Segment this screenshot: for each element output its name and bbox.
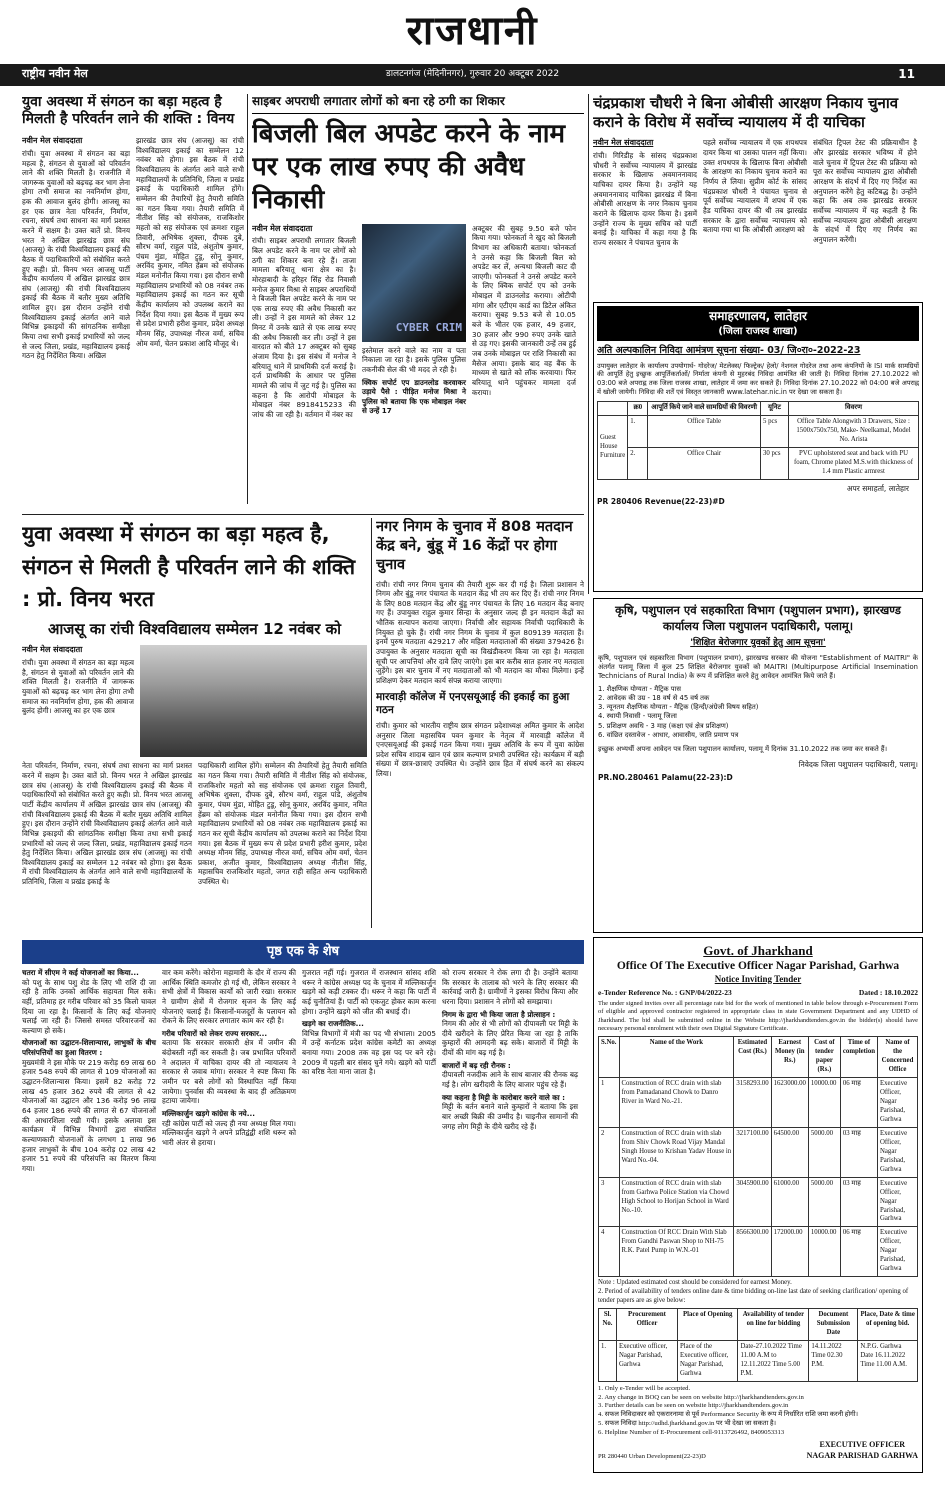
story-text: रांची। साइबर अपराधी लगातार बिजली बिल अपडेट करने के नाम पर लोगों को ठगी का शिकार बना रहे हैं। ताजा मामला बरियातू थाना क्षेत्र का है। मोरहाबादी के हरिहर सिंह रोड निवासी मनोज कुमार मिश्रा से साइबर अपराधियों ने बिजली बिल अपडेट करने के नाम पर एक लाख रुपए की अवैध निकासी कर ली। उन्हों ने इस मामले को लेकर 12 मिनट में उनके खाते से एक लाख रुपए की अवैध निकासी कर ली। उन्हों ने इस वारदात को बीते 17 अक्टूबर को सुबह अंजाम दिया है। इस संबंध में मनोज ने बरियातू थाने में प्राथमिकी दर्ज कराई है। दर्ज प्राथमिकी के आधार पर पुलिस मामले की जांच में जुट गई है। पुलिस का कहना है कि आरोपी मोबाइल के मोबाइल नंबर 8918415233 की जांच की जा रही है। वर्तमान में नंबर का bbox=[252, 236, 356, 419]
story-election-booths bbox=[376, 518, 584, 938]
story-text: रांची। युवा अवस्था में संगठन का बड़ा महत्व है, संगठन से युवाओं को परिवर्तन लाने की शक्ति मिलती है। राजनीति में जागरूक युवाओं को बढ़चढ़ कर भाग लेना होगा तभी समाज का नवनिर्माण होगा, हक की आवाज बुलंद होगी। आजसू का हर एक छात्र नेता परिवर्तन, निर्माण, रचना, संघर्ष तथा साधना का मार्ग प्रशस्त करने में सक्षम है। उक्त बातें प्रो. विनय भरत ने अखिल झारखंड छात्र संघ (आजसू) के रांची विश्वविद्यालय इकाई की बैठक में पदाधिकारियों को संबोधित करते हुए कही। प्रो. विनय भरत आजसू पार्टी केंद्रीय कार्यालय में अखिल झारखंड छात्र संघ (आजसू) की रांची विश्वविद्यालय इकाई की बैठक में बतौर मुख्य अतिथि शामिल हुए। इस दौरान उन्होंने रांची विश्वविद्यालय इकाई अंतर्गत आने वाले विभिन्न इकाइयों की सांगठनिक समीक्षा किया तथा सभी इकाई प्रभारियों को जल्द से जल्द जिला, प्रखंड, महाविद्यालय इकाई गठन हेतु निर्देशित किया। अखिल bbox=[22, 148, 130, 361]
ad-note: Note : Updated estimated cost should be considered for earnest Money. bbox=[598, 1279, 792, 1287]
story-text: को पशु के साथ पशु शेड के लिए भी राशि दी जा रही है ताकि उनको आर्थिक सहायता मिल सके। वहीं, प्रतिमाह हर गरीब परिवार को 35 किलो चावल दिया जा रहा है। किसानों के लिए कई योजनाएं चलाई जा रही हैं। जिससे समस्त परिवारजनों का कल्याण हो सके। bbox=[22, 977, 156, 1035]
story-text: रांची। कुमार को भारतीय राष्ट्रीय छात्र संगठन प्रदेशाध्यक्ष अमित कुमार के आदेश अनुसार जिला महासचिव पवन कुमार के नेतृत्व में मारवाड़ी कॉलेज में एनएसयूआई की इकाई गठन किया गया। मुख्य अतिथि के रूप में युवा कांग्रेस प्रदेश सचिव शादाब खान एवं छात्र कल्याण प्रभारी उपस्थित रहे। कार्यक्रम में बड़ी संख्या में छात्र-छात्राएं उपस्थित थे। उन्होंने छात्र हित में संघर्ष करने का संकल्प लिया। bbox=[376, 720, 584, 779]
table-cell: Construction Of RCC Drain With Slab From Gandhi Paswan Shop to NH-75 R.K. Patel Pump in W.N.-01 bbox=[619, 1227, 734, 1277]
table-header: विवरण bbox=[789, 401, 919, 415]
table-cell: 3158293.00 bbox=[734, 1077, 771, 1127]
story-text: नेता परिवर्तन, निर्माण, रचना, संघर्ष तथा साधना का मार्ग प्रशस्त करने में सक्षम है। उक्त बातें प्रो. विनय भरत ने अखिल झारखंड छात्र संघ (आजसू) के रांची विश्वविद्यालय इकाई की बैठक में पदाधिकारियों को संबोधित करते हुए कही। प्रो. विनय भरत आजसू पार्टी केंद्रीय कार्यालय में अखिल झारखंड छात्र संघ (आजसू) की रांची विश्वविद्यालय इकाई की बैठक में बतौर मुख्य अतिथि शामिल हुए। इस दौरान उन्होंने रांची विश्वविद्यालय इकाई अंतर्गत आने वाले विभिन्न इकाइयों की सांगठनिक समीक्षा किया तथा सभी इकाई प्रभारियों को जल्द से जल्द जिला, प्रखंड, महाविद्यालय इकाई गठन हेतु निर्देशित किया। अखिल झारखंड छात्र संघ (आजसू) का रांची विश्वविद्यालय इकाई का सम्मेलन 12 नवंबर को होगा। इस बैठक में रांची विश्वविद्यालय के अंतर्गत आने वाले सभी महाविद्यालयों के प्रतिनिधि, जिला व प्रखंड इकाई के bbox=[22, 761, 192, 887]
ad-note: 2. Any change in BOQ can be seen on website http://jharkhandtenders.gov.in bbox=[598, 1393, 804, 1401]
ad-intro: The under signed invites over all percentage rate bid for the work of mentioned in table below through e-Procurement Form of eligible and approved contractor registered in appropriate class in state Government Department and any UDHD of Jharkhand. The bid shall be submitted online in the Website http://jharkhandtenders.gov.in the bidder(s) should have necessary personal enrolment with their own Digital Signature Certificate. bbox=[598, 1000, 918, 1032]
story-obc-petition bbox=[593, 94, 923, 299]
ad-table bbox=[597, 401, 919, 480]
story-text: दीपावली नजदीक आने के साथ बाजार की रौनक बढ़ गई है। लोग खरीदारी के लिए बाजार पहुंच रहे हैं। bbox=[442, 1070, 578, 1090]
ad-item: 6. वांछित दस्तावेज - आधार, आवासीय, जाति प्रमाण पत्र bbox=[598, 730, 739, 739]
table-header: Name of the Work bbox=[619, 1037, 734, 1078]
table-cell: 3 bbox=[599, 1177, 620, 1227]
ad-sign: अपर समाहर्ता, लातेहार bbox=[846, 483, 909, 493]
banner-label: पृष्ठ एक के शेष bbox=[266, 944, 340, 959]
palamu-maitri-ad bbox=[593, 598, 923, 933]
ad-item: 5. प्रशिक्षण अवधि - 3 माह (कक्षा एवं क्षेत्र प्रशिक्षण) bbox=[598, 721, 729, 730]
divider bbox=[247, 94, 248, 504]
ad-pr: PR 280440 Urban Development(22-23)D bbox=[598, 1452, 706, 1460]
table-cell: Date-27.10.2022 Time 11.00 A.M to 12.11.2022 Time 5.00 P.M. bbox=[738, 1341, 809, 1382]
story-subhead: निगम के द्वारा भी किया जाता है प्रोत्साहन : bbox=[442, 1009, 556, 1019]
table-cell: 06 माह bbox=[840, 1227, 877, 1277]
ad-title: कृषि, पशुपालन एवं सहकारिता विभाग (पशुपालन प्रभाग), झारखण्ड कार्यालय जिला पशुपालन पदाधिकारी, पलामू। bbox=[615, 603, 901, 633]
story-text: गुजरात नहीं गई। गुजरात में राजस्थान सांसद शशि थरूर ने कांग्रेस अध्यक्ष पद के चुनाव में मल्लिकार्जुन खड़गे को कड़ी टक्कर दी। थरूर ने कहा कि पार्टी में कई चुनौतियां हैं। पार्टी को एकजुट होकर काम करना होगा। उन्होंने खड़गे को जीत की बधाई दी। bbox=[302, 968, 436, 1016]
table-cell: Construction of RCC drain with slab from Pamadanand Chowk to Danro River in Ward No.-21. bbox=[619, 1077, 734, 1127]
ad-note: 5. सफल निविदा http://udhd.jharkhand.gov.in पर भी देखा जा सकता है। bbox=[598, 1419, 777, 1427]
story-subhead: गरीब परिवारों को लेकर राज्य सरकार... bbox=[162, 1028, 268, 1038]
story-text: मिट्टी के बर्तन बनाने वाले कुम्हारों ने बताया कि इस बार अच्छी बिक्री की उम्मीद है। चाइनीज सामानों की जगह लोग मिट्टी के दीये खरीद रहे हैं। bbox=[442, 1102, 578, 1131]
table-header: S.No. bbox=[599, 1037, 620, 1078]
table-header: Name of the Concerned Office bbox=[878, 1037, 918, 1078]
story-text: रांची। गिरिडीह के सांसद चंद्रप्रकाश चौधरी ने सर्वोच्च न्यायालय में झारखंड सरकार के खिलाफ अवमाननावाद याचिका दायर किया है। उन्होंने यह अवमाननावाद याचिका झारखंड में बिना ओबीसी आरक्षण के नगर निकाय चुनाव कराने के खिलाफ दायर किया है। इसमें उन्होंने राज्य के मुख्य सचिव को पार्टी बनाई है। याचिका में कहा गया है कि राज्य सरकार ने पंचायत चुनाव के bbox=[593, 151, 697, 247]
ad-note: 1. Only e-Tender will be accepted. bbox=[598, 1384, 691, 1392]
table-header: Estimated Cost (Rs.) bbox=[734, 1037, 771, 1078]
table-header: Procurement Officer bbox=[617, 1309, 678, 1341]
ad-item: 1. शैक्षणिक योग्यता - मैट्रिक पास bbox=[598, 685, 682, 694]
table-cell: Office Table bbox=[648, 415, 761, 447]
story-subhead: मारवाड़ी कॉलेज में एनएसयूआई की इकाई का हुआ गठन bbox=[376, 690, 570, 717]
table-cell: 1. bbox=[599, 1341, 617, 1382]
story-subhead: क्विक सपोर्ट एप डाउनलोड करवाकर उड़ाये पैसे : पीड़ित मनोज मिश्रा ने पुलिस को बताया कि एक मोबाइल नंबर से उन्हें 17 bbox=[362, 377, 466, 416]
table-cell: PVC upholstered seat and back with PU foam, Chrome plated M.S.with thickness of 1.4 mm Plastic armrest bbox=[789, 447, 919, 479]
table-cell: 1. bbox=[628, 415, 648, 447]
table-cell: Place of the Executive officer, Nagar Parishad, Garhwa bbox=[677, 1341, 738, 1382]
cyber-crime-photo bbox=[362, 224, 466, 342]
table-cell: 2. bbox=[628, 447, 648, 479]
ad-ref: e-Tender Reference No. : GNP/04/2022-23 bbox=[598, 988, 732, 998]
ad-item: 4. स्थायी निवासी - पलामू जिला bbox=[598, 712, 677, 721]
table-cell: 3045900.00 bbox=[734, 1177, 771, 1227]
masthead bbox=[0, 0, 945, 64]
table-group: Guest House Furniture bbox=[598, 415, 628, 479]
latehar-tender-ad bbox=[593, 302, 923, 592]
table-cell: 14.11.2022 Time 02.30 P.M. bbox=[809, 1341, 858, 1382]
table-header: Cost of tender paper (Rs.) bbox=[808, 1037, 840, 1078]
table-header: Time of completion bbox=[840, 1037, 877, 1078]
divider bbox=[371, 518, 372, 928]
ad-sub: 'शिक्षित बेरोजगार युवकों हेतु आम सूचना' bbox=[690, 638, 826, 649]
story-subhead: चतरा में सीएम ने कई योजनाओं का किया... bbox=[22, 968, 139, 977]
story-vinay-top bbox=[22, 94, 244, 514]
story-text: निगम की ओर से भी लोगों को दीपावली पर मिट्टी के दीये खरीदने के लिए प्रेरित किया जा रहा है ताकि कुम्हारों की आमदनी बढ़ सके। बाजारों में मिट्टी के दीयों की मांग बढ़ गई है। bbox=[442, 1019, 578, 1058]
ad-date: Dated : 18.10.2022 bbox=[858, 988, 918, 998]
story-text: को राज्य सरकार ने रोक लगा दी है। उन्होंने बताया कि सरकार के तालाब को भरने के लिए सरकार की कार्रवाई जारी है। ग्रामीणों ने इसका विरोध किया और धरना दिया। प्रशासन ने लोगों को समझाया। bbox=[442, 968, 578, 1006]
table-cell: 2 bbox=[599, 1127, 620, 1177]
ad-sub: (जिला राजस्व शाखा) bbox=[597, 325, 919, 341]
table-header: Sl. No. bbox=[599, 1309, 617, 1341]
table-cell: 4 bbox=[599, 1227, 620, 1277]
garhwa-tender-ad bbox=[593, 937, 923, 1473]
masthead-title: राजधानी bbox=[406, 7, 539, 54]
story-text: विभिन्न विभागों में मंत्री का पद भी संभाला। 2005 में उन्हें कर्नाटक प्रदेश कांग्रेस कमेटी का अध्यक्ष बनाया गया। 2008 तक वह इस पद पर बने रहे। 2009 में पहली बार संसद चुने गये। खड़गे को पार्टी का वरिष्ठ नेता माना जाता है। bbox=[302, 1028, 436, 1077]
story-text: संबंधित ट्रिपल टेस्ट की प्रक्रियाधीन है और झारखंड सरकार भविष्य में होने वाले चुनाव में ट्रिपल टेस्ट की प्रक्रिया को पूरा कर सर्वोच्च न्यायालय द्वारा ओबीसी आरक्षण के संदर्भ में दिए गए निर्देश का अनुपालन करेंगे हेतु कटिबद्ध है। उन्होंने कहा कि अब तक झारखंड सरकार सर्वोच्च न्यायालय में यह कहती है कि सर्वोच्च न्यायालय द्वारा ओबीसी आरक्षण के संदर्भ में दिए गए निर्णय का अनुपालन करेंगी। bbox=[813, 138, 917, 244]
table-header: Place of Opening bbox=[677, 1309, 738, 1341]
story-text: बताया कि सरकार सरकारी क्षेत्र में जमीन की बंदोबस्ती नहीं कर सकती है। जब प्रभावित परिवारों ने अदालत में याचिका दायर की तो न्यायालय ने सरकार से जवाब मांगा। सरकार ने स्पष्ट किया कि जमीन पर बसे लोगों को विस्थापित नहीं किया जायेगा। पुनर्वास की व्यवस्था के बाद ही अतिक्रमण हटाया जायेगा। bbox=[162, 1038, 296, 1106]
story-headline: चंद्रप्रकाश चौधरी ने बिना ओबीसी आरक्षण निकाय चुनाव कराने के विरोध में सर्वोच्च न्यायालय में दी याचिका bbox=[593, 94, 899, 132]
story-text: रांची। युवा अवस्था में संगठन का बड़ा महत्व है, संगठन से युवाओं को परिवर्तन लाने की शक्ति मिलती है। राजनीति में जागरूक युवाओं को बढ़चढ़ कर भाग लेना होगा तभी समाज का नवनिर्माण होगा, हक की आवाज बुलंद होगी। आजसू का हर एक छात्र bbox=[22, 657, 134, 716]
table-cell: Construction of RCC drain with slab from Garhwa Police Station via Chowd High School to Horijan School in Ward No.-10. bbox=[619, 1177, 734, 1227]
story-subhead: आजसू का रांची विश्वविद्यालय सम्मेलन 12 नवंबर को bbox=[47, 619, 342, 638]
ad-item: 2. आवेदक की उम्र - 18 वर्ष से 45 वर्ष तक bbox=[598, 694, 710, 703]
story-text: रही कांग्रेस पार्टी को जल्द ही नया अध्यक्ष मिल गया। मल्लिकार्जुन खड़गे ने अपने प्रतिद्वंद्वी शशि थरूर को भारी अंतर से हराया। bbox=[162, 1118, 296, 1147]
tender-table bbox=[598, 1036, 918, 1277]
ad-footer: इच्छुक अभ्यर्थी अपना आवेदन पत्र जिला पशुपालन कार्यालय, पलामू में दिनांक 31.10.2022 तक जमा कर सकते हैं। bbox=[598, 744, 888, 753]
table-cell: Executive Officer, Nagar Parishad, Garhwa bbox=[878, 1177, 918, 1227]
table-cell: Executive Officer, Nagar Parishad, Garhwa bbox=[878, 1127, 918, 1177]
issue-date: डालटनगंज (मेदिनीनगर), गुरुवार 20 अक्टूबर 2022 bbox=[385, 69, 560, 79]
table-row bbox=[599, 1341, 918, 1382]
story-text: पहले सर्वोच्च न्यायालय में एक शपथपत्र दायर किया था उसका पालन नहीं किया। उक्त शपथपत्र के खिलाफ बिना ओबीसी के आरक्षण का निकाय चुनाव कराने का निर्णय ले लिया। सुप्रीम कोर्ट के सांसद चंद्रप्रकाश चौधरी ने पंचायत चुनाव से पूर्व सर्वोच्च न्यायालय में शपथ में एक हैड याचिका दायर की थी तब झारखंड सरकार के द्वारा सर्वोच्च न्यायालय को बताया गया था कि ओबीसी आरक्षण को bbox=[703, 138, 807, 235]
story-headline: युवा अवस्था में संगठन का बड़ा महत्व है मिलती है परिवर्तन लाने की शक्ति : विनय bbox=[22, 94, 235, 128]
table-header: Place, Date & time of opening bid. bbox=[858, 1309, 918, 1341]
ad-ref: PR 280406 Revenue(22-23)#D bbox=[597, 496, 725, 506]
story-subhead: मल्लिकार्जुन खड़गे कांग्रेस के नये... bbox=[162, 1108, 255, 1118]
ad-sign: EXECUTIVE OFFICER bbox=[819, 1440, 906, 1450]
table-header: यूनिट bbox=[761, 401, 789, 415]
byline: नवीन मेल संवाददाता bbox=[22, 645, 83, 655]
section-label: राष्ट्रीय नवीन मेल bbox=[22, 67, 88, 80]
table-row bbox=[599, 1227, 918, 1277]
table-header: आपूर्ति किये जाने वाले सामग्रियों की विवरणी bbox=[648, 401, 761, 415]
table-cell: Executive Officer, Nagar Parishad, Garhwa bbox=[878, 1077, 918, 1127]
ad-sign: NAGAR PARISHAD GARHWA bbox=[806, 1450, 918, 1460]
table-cell: 5 pcs bbox=[761, 415, 789, 447]
table-cell: 03 माह bbox=[840, 1177, 877, 1227]
story-headline: युवा अवस्था में संगठन का बड़ा महत्व है, संगठन से मिलती है परिवर्तन लाने की शक्ति : प्रो. विनय भरत bbox=[22, 522, 356, 612]
ad-body: कृषि, पशुपालन एवं सहकारिता विभाग (पशुपालन प्रभाग), झारखण्ड सरकार की योजना "Establishment of MAITRI" के अंतर्गत पलामू जिला में कुल 25 शिक्षित बेरोजगार युवकों को MAITRI (Multipurpose Artificial Insemination Technicians of Rural India) के रूप में प्रशिक्षित करने हेतु आवेदन आमंत्रित किये जाते हैं। bbox=[598, 653, 918, 681]
ad-office: Office Of The Executive Officer Nagar Parishad, Garhwa bbox=[616, 960, 900, 973]
ad-body: उपायुक्त लातेहार के कार्यालय उपयोगार्थ- गोदरेज/ मेटलेक्स/ फिल्ट्रेक/ हेलो/ नेशनल गोदरेज तथा अन्य कंपनियों के ISI मार्क सामग्रियों की आपूर्ति हेतु इच्छुक आपूर्तिकर्ताओं/ निर्माता कंपनी से मुहरबंद निविदा आमंत्रित की जाती है। निविदा दिनांक 27.10.2022 को 03:00 बजे अपराह्न तक जिला राजस्व शाखा, लातेहार में जमा कर सकते हैं। निविदा दिनांक 27.10.2022 को 04:00 बजे अपराह्न में खोली जायेगी। निविदा की शर्तें एवं विस्तृत जानकारी www.latehar.nic.in पर देखा जा सकता है। bbox=[597, 361, 919, 397]
table-cell: 3217100.00 bbox=[734, 1127, 771, 1177]
ad-title: अति अल्पकालिन निविदा आमंत्रण सूचना संख्या- 03/ जि०रा०-2022-23 bbox=[597, 345, 861, 357]
story-subhead: खड़गे का राजनीतिक... bbox=[302, 1019, 364, 1029]
table-cell: 5000.00 bbox=[808, 1127, 840, 1177]
story-text: रांची। रांची नगर निगम चुनाव की तैयारी शुरू कर दी गई है। जिला प्रशासन ने निगम और बुंडू नगर पंचायत के मतदान केंद्र भी तय कर दिए हैं। रांची नगर निगम के लिए 808 मतदान केंद्र और बुंडू नगर पंचायत के लिए 16 मतदान केंद्र बनाए गए हैं। उपायुक्त राहुल कुमार सिन्हा के अनुसार जल्द ही इन मतदान केंद्रों का भौतिक सत्यापन कराया जाएगा। निर्वाची और सहायक निर्वाची पदाधिकारी के नियुक्त हो चुके हैं। रांची नगर निगम के चुनाव में कुल 809139 मतदाता हैं। इनमें पुरुष मतदाता 429217 और महिला मतदाताओं की संख्या 379426 है। उपायुक्त के अनुसार मतदाता सूची का विखंडीकरण किया जा रहा है। मतदाता सूची पर आपत्तियां और दावे लिए जाएंगे। इस बार करीब सात हजार नए मतदाता जुड़ेंगे। इस बार चुनाव में नए मतदाताओं को भी मतदान का मौका मिलेगा। इन्हें प्रशिक्षण देकर मतदान कार्य संपन्न कराया जाएगा। bbox=[376, 579, 584, 685]
byline: नवीन मेल संवाददाता bbox=[22, 136, 83, 146]
table-cell: 172000.00 bbox=[771, 1227, 808, 1277]
ad-ref: PR.NO.280461 Palamu(22-23):D bbox=[598, 772, 733, 782]
table-cell: 1 bbox=[599, 1077, 620, 1127]
ad-org: समाहरणालय, लातेहार bbox=[597, 306, 919, 325]
table-row bbox=[598, 447, 919, 479]
table-cell: 61000.00 bbox=[771, 1177, 808, 1227]
story-text: इस्तेमाल करने वाले का नाम व पता निकाला जा रहा है। इसके पुलिस पुलिस तकनीकी सेल की भी मदद ले रही है। bbox=[362, 345, 466, 374]
story-text: मुख्यमंत्री ने इस मौके पर 219 करोड़ 69 लाख 60 हजार 548 रुपये की लागत से 109 योजनाओं का उद्घाटन-शिलान्यास किया। इसमें 82 करोड़ 72 लाख 45 हजार 362 रुपये की लागत से 42 योजनाओं का उद्घाटन और 136 करोड़ 96 लाख 64 हजार 186 रुपये की लागत से 67 योजनाओं की आधारशिला रखी गयी। इसके अलावा इस कार्यक्रम में विभिन्न विभागों द्वारा संचालित कल्याणकारी योजनाओं के लगभग 1 लाख 96 हजार लाभुकों के बीच 104 करोड़ 02 लाख 42 हजार 51 रुपये की परिसंपत्ति का वितरण किया गया। bbox=[22, 1057, 156, 1173]
story-cyber-fraud bbox=[252, 94, 584, 514]
table-row bbox=[599, 1177, 918, 1227]
ad-note: 4. सफल निविदाकार को एकरारनामा से पूर्व Performance Security के रूप में निर्धारित राशि जमा करनी होगी। bbox=[598, 1411, 859, 1419]
ad-sign: निवेदक जिला पशुपालन पदाधिकारी, पलामू। bbox=[798, 759, 918, 769]
ad-note: 3. Further details can be seen on website http://jharkhandtenders.gov.in bbox=[598, 1402, 789, 1410]
schedule-table bbox=[598, 1308, 918, 1382]
table-cell: 5000.00 bbox=[808, 1177, 840, 1227]
story-kicker: साइबर अपराधी लगातार लोगों को बना रहे ठगी का शिकार bbox=[252, 94, 584, 114]
ad-govt: Govt. of Jharkhand bbox=[703, 943, 813, 958]
table-cell: Executive Officer, Nagar Parishad, Garhwa bbox=[878, 1227, 918, 1277]
story-subhead: क्या कहना है मिट्टी के कारोबार करने वाले का : bbox=[442, 1092, 565, 1102]
story-text: पदाधिकारी शामिल होंगे। सम्मेलन की तैयारियों हेतु तैयारी समिति का गठन किया गया। तैयारी समिति में नीतीश सिंह को संयोजक, राजकिशोर महतो को सह संयोजक एवं क्रमशः राहुल तिवारी, अभिषेक शुक्ला, दीपक दुबे, सौरभ वर्मा, राहुल पांडे, अंशुतोष कुमार, पंचम मुंडा, मोहित टुडू, सोनू कुमार, अरविंद कुमार, नमित हेंब्रम को संयोजक मंडल मनोनीत किया गया। इस दौरान सभी महाविद्यालय प्रभारियों को 08 नवंबर तक महाविद्यालय इकाई का गठन कर सूची केंद्रीय कार्यालय को उपलब्ध कराने का निर्देश दिया गया। इस बैठक में मुख्य रूप से प्रदेश प्रभारी हरीश कुमार, प्रदेश अध्यक्ष मौनम सिंह, उपाध्यक्ष नीरज वर्मा, सचिव ओम वर्मा, चेतन प्रकाश, अजीत कुमार, विश्वविद्यालय अध्यक्ष नीतीश सिंह, महासचिव राजकिशोर महतो, जगत राही सहित अन्य पदाधिकारी उपस्थित थे। bbox=[198, 761, 367, 887]
continued-banner bbox=[22, 940, 584, 964]
photo-caption: CYBER CRIM bbox=[395, 321, 462, 335]
table-row bbox=[599, 1127, 918, 1177]
table-header: Document Submission Date bbox=[809, 1309, 858, 1341]
byline: नवीन मेल संवाददाता bbox=[593, 138, 654, 148]
table-cell: Office Chair bbox=[648, 447, 761, 479]
story-headline: बिजली बिल अपडेट करने के नाम पर एक लाख रुपए की अवैध निकासी bbox=[252, 118, 566, 216]
ad-note: 2. Period of availability of tenders online date & time bidding on-line last date of seeking clarification/ opening of tender papers are as give below: bbox=[598, 1288, 909, 1305]
byline: नवीन मेल संवाददाता bbox=[252, 223, 313, 233]
ad-item: 3. न्यूनतम शैक्षणिक योग्यता - मैट्रिक (हिन्दी/अंग्रेजी विषय सहित) bbox=[598, 703, 759, 712]
story-text: अक्टूबर की सुबह 9.50 बजे फोन किया गया। फोनकर्ता ने खुद को बिजली विभाग का अधिकारी बताया। फोनकर्ता ने उनसे कहा कि बिजली बिल को अपडेट कर लें, अन्यथा बिजली काट दी जाएगी। फोनकर्ता ने उनसे अपडेट करने के लिए क्विक सपोर्ट एप को उनके मोबाइल में डाउनलोड कराया। ओटीपी मांगा और एटीएम कार्ड का डिटेल अंकित कराया। सुबह 9.53 बजे से 10.05 बजे के भीतर एक हजार, 49 हजार, 30 हजार और 990 रुपए उनके खाते से उड़ गए। इसकी जानकारी उन्हें तब हुई जब उनके मोबाइल पर राशि निकासी का मैसेज आया। इसके बाद वह बैंक के माध्यम से खाते को लॉक करवाया। फिर बरियातू थाने पहुंचकर मामला दर्ज कराया। bbox=[472, 223, 576, 397]
table-row bbox=[599, 1077, 918, 1127]
table-cell: N.P.G. Garhwa Date 16.11.2022 Time 11.00 A.M. bbox=[858, 1341, 918, 1382]
page-number: 11 bbox=[898, 67, 915, 81]
story-subhead: योजनाओं का उद्घाटन-शिलान्यास, लाभुकों के बीच परिसंपत्तियों का हुआ वितरण : bbox=[22, 1038, 156, 1058]
table-row bbox=[598, 415, 919, 447]
table-cell: 03 माह bbox=[840, 1127, 877, 1177]
table-cell: 1623000.00 bbox=[771, 1077, 808, 1127]
table-cell: 10000.00 bbox=[808, 1077, 840, 1127]
table-header: क्र0 bbox=[628, 401, 648, 415]
table-cell: Office Table Alongwith 3 Drawers, Size : 1500x750x750, Make- Neelkamal, Model No. Arista bbox=[789, 415, 919, 447]
table-cell: 64500.00 bbox=[771, 1127, 808, 1177]
table-header: Availability of tender on line for bidding bbox=[738, 1309, 809, 1341]
table-header: Earnest Money (in Rs.) bbox=[771, 1037, 808, 1078]
story-text: झारखंड छात्र संघ (आजसू) का रांची विश्वविद्यालय इकाई का सम्मेलन 12 नवंबर को होगा। इस बैठक में रांची विश्वविद्यालय के अंतर्गत आने वाले सभी महाविद्यालयों के प्रतिनिधि, जिला व प्रखंड इकाई के पदाधिकारी शामिल होंगे। सम्मेलन की तैयारियों हेतु तैयारी समिति का गठन किया गया। तैयारी समिति में नीतीश सिंह को संयोजक, राजकिशोर महतो को सह संयोजक एवं क्रमशः राहुल तिवारी, अभिषेक शुक्ला, दीपक दुबे, सौरभ वर्मा, राहुल पांडे, अंशुतोष कुमार, पंचम मुंडा, मोहित टुडू, सोनू कुमार, अरविंद कुमार, नमित हेंब्रम को संयोजक मंडल मनोनीत किया गया। इस दौरान सभी महाविद्यालय प्रभारियों को 08 नवंबर तक महाविद्यालय इकाई का गठन कर सूची केंद्रीय कार्यालय को उपलब्ध कराने का निर्देश दिया गया। इस बैठक में मुख्य रूप से प्रदेश प्रभारी हरीश कुमार, प्रदेश अध्यक्ष मौनम सिंह, उपाध्यक्ष नीरज वर्मा, सचिव ओम वर्मा, चेतन प्रकाश आदि मौजूद थे। bbox=[136, 136, 244, 348]
table-cell: 06 माह bbox=[840, 1077, 877, 1127]
story-subhead: बाजारों में बढ़ रही रौनक : bbox=[442, 1060, 511, 1070]
story-headline: नगर निगम के चुनाव में 808 मतदान केंद्र बने, बुंडू में 16 केंद्रों पर होगा चुनाव bbox=[376, 519, 573, 573]
table-cell: Construction of RCC drain with slab from Shiv Chowk Road Vijay Mandal Singh House to Krishan Yadav House in Ward No.-04. bbox=[619, 1127, 734, 1177]
continued-stories bbox=[22, 968, 584, 1473]
top-bar bbox=[0, 64, 945, 86]
table-cell: 30 pcs bbox=[761, 447, 789, 479]
ad-notice: Notice Inviting Tender bbox=[714, 973, 802, 984]
divider bbox=[22, 514, 584, 515]
table-cell: 10000.00 bbox=[808, 1227, 840, 1277]
table-cell: 8566300.00 bbox=[734, 1227, 771, 1277]
meeting-group-photo bbox=[140, 645, 367, 757]
table-cell: Executive officer, Nagar Parishad, Garhwa bbox=[617, 1341, 678, 1382]
divider bbox=[588, 94, 589, 594]
ad-note: 6. Helpline Number of E-Procurement cell-9113726492, 8409053313 bbox=[598, 1428, 785, 1436]
story-text: वार कम करेंगे। कोरोना महामारी के दौर में राज्य की आर्थिक स्थिति कमजोर हो गई थी, लेकिन सरकार ने सभी क्षेत्रों में विकास कार्यों को जारी रखा। सरकार ने ग्रामीण क्षेत्रों में रोजगार सृजन के लिए कई योजनाएं चलाई हैं। किसानों-मजदूरों के पलायन को रोकने के लिए सरकार लगातार काम कर रही है। bbox=[162, 968, 296, 1026]
